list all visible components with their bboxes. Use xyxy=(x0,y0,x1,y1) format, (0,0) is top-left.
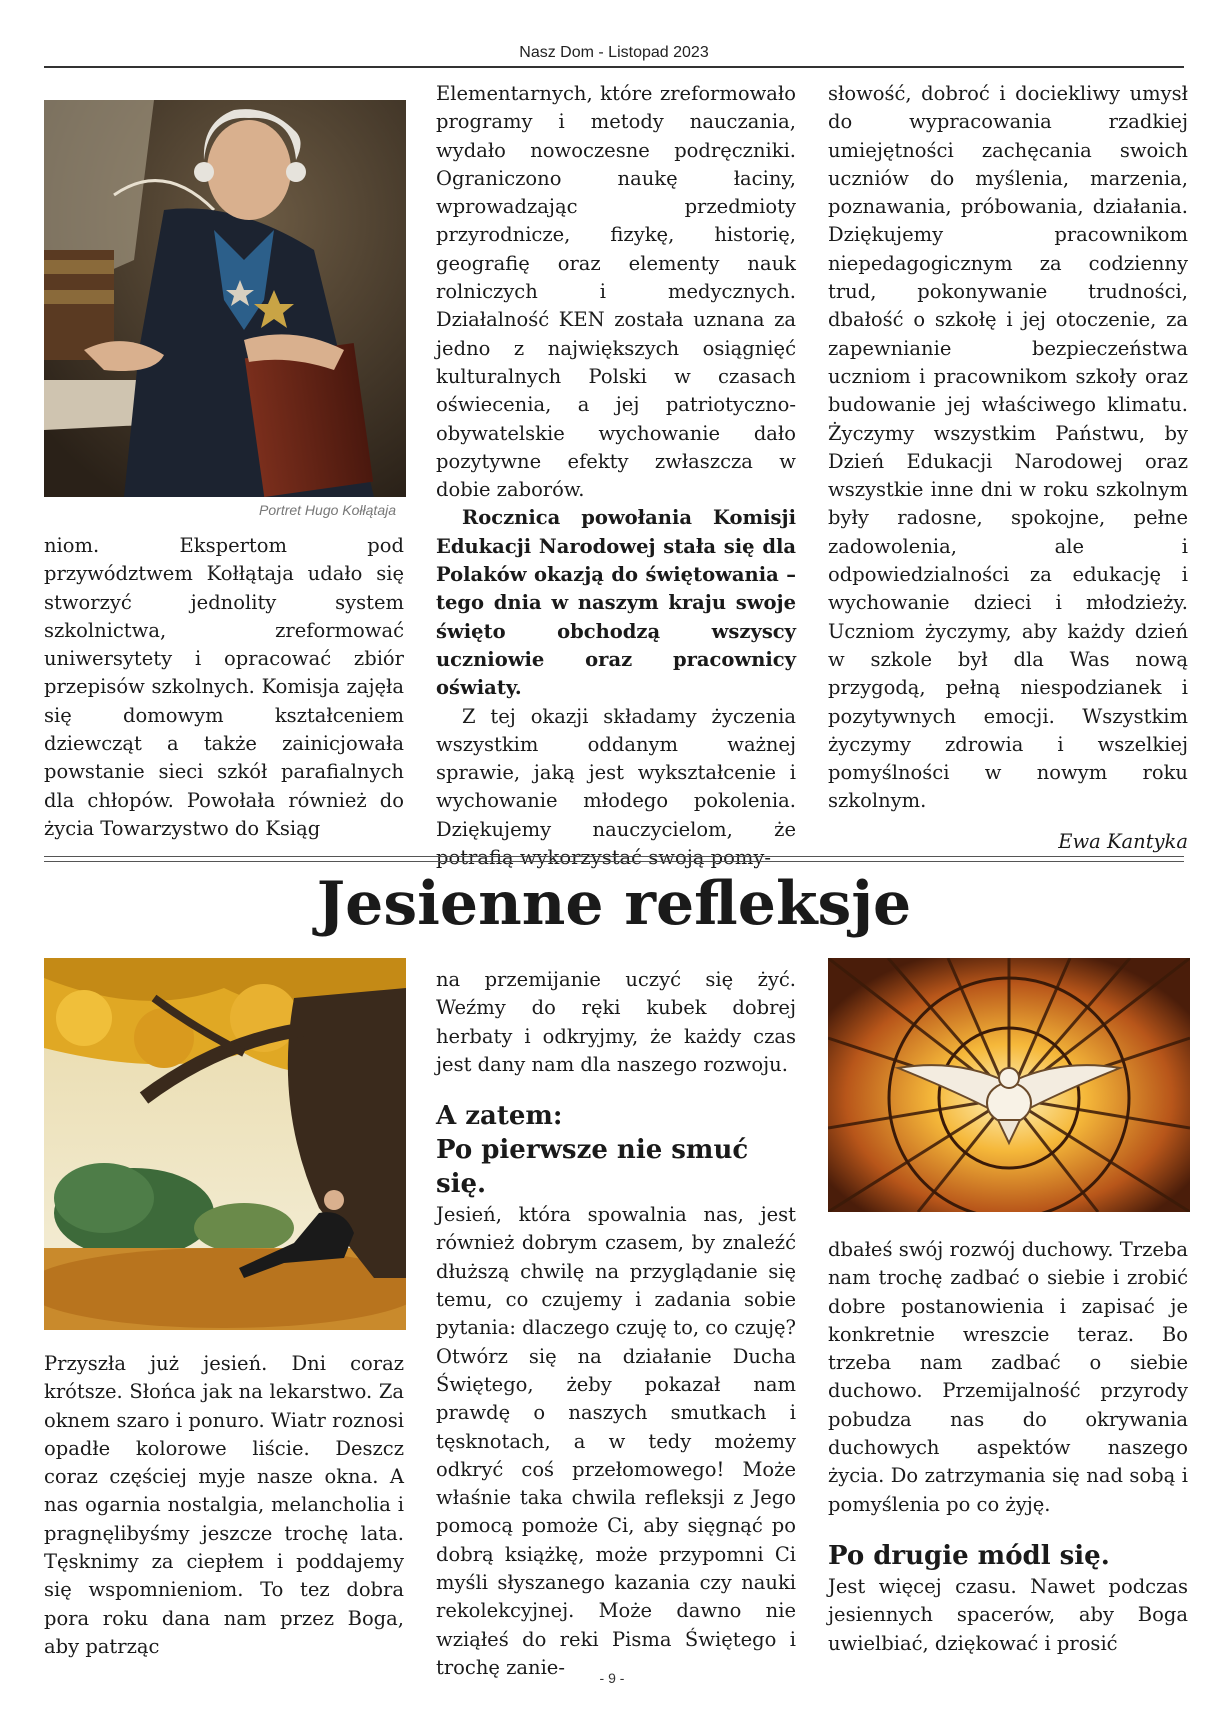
heading-po-pierwsze: Po pierwsze nie smuć się. xyxy=(436,1135,749,1200)
dove-image xyxy=(828,958,1190,1212)
stained-glass-dove-icon xyxy=(828,958,1190,1212)
author-signature: Ewa Kantyka xyxy=(1058,829,1188,853)
autumn-tree-photo-icon xyxy=(44,958,406,1330)
article-column-2 xyxy=(436,966,796,1682)
portrait-image xyxy=(44,100,406,497)
section-divider xyxy=(44,856,1184,862)
article-col1-text: Przyszła już jesień. Dni coraz krótsze. Słońca jak na lekarstwo. Za oknem szaro i ponuro. Wiatr roznosi opadłe kolorowe liście. Deszcz coraz częściej myje nasze okna. A nas ogarnia nostalgia, melancholia i pragnęlibyśmy jeszcze trochę lata. Tęsknimy za ciepłem i poddajemy się wspomnieniom. To tez dobra pora roku dana nam przez Boga, aby patrząc xyxy=(44,1352,404,1658)
article-column-1 xyxy=(44,1350,404,1661)
portrait-caption: Portret Hugo Kołłątaja xyxy=(259,502,396,518)
top-column-2 xyxy=(436,80,796,872)
article-col2-intro: na przemijanie uczyć się żyć. Weźmy do ręki kubek dobrej herbaty i odkryjmy, że każdy czas jest dany nam dla naszego rozwoju. xyxy=(436,968,796,1076)
article-title: Jesienne refleksje xyxy=(316,869,912,939)
top-column-1 xyxy=(44,532,404,843)
top-col3-text: słowość, dobroć i dociekliwy umysł do wypracowania rzadkiej umiejętności zachęcania swoich uczniów do myślenia, marzenia, poznawania, próbowania, działania. Dziękujemy pracownikom niepedagogicznym za codzienny trud, pokonywanie trudności, dbałość o szkołę i jej otoczenie, za zapewnianie bezpieczeństwa uczniom i pracownikom szkoły oraz budowanie jej właściwego klimatu. Życzymy wszystkim Państwu, by Dzień Edukacji Narodowej oraz wszystkie inne dni w roku szkolnym były radosne, spokojne, pełne zadowolenia, ale i odpowiedzialności za edukację i wychowanie dzieci i młodzieży. Uczniom życzymy, aby każdy dzień w szkole był dla Was nową przygodą, pełną niespodzianek i pozytywnych emocji. Wszystkim życzymy zdrowia i wszelkiej pomyślności w nowym roku szkolnym. xyxy=(828,82,1188,813)
top-col2-p3: Z tej okazji składamy życzenia wszystkim oddanym ważnej sprawie, jaką jest wykształcenie i wychowanie młodego pokolenia. Dziękujemy nauczycielom, że potrafią wykorzystać swoją pomy- xyxy=(436,704,796,870)
top-col2-p1: Elementarnych, które zreformowało programy i metody nauczania, wydało nowoczesne podręczniki. Ograniczono naukę łaciny, wprowadzając przedmioty przyrodnicze, fizykę, historię, geografię oraz elementy nauk rolniczych i medycznych. Działalność KEN została uznana za jedno z największych osiągnięć kulturalnych Polski w czasach oświecenia, a jej patriotyczno-obywatelskie wychowanie dało pozytywne efekty zwłaszcza w dobie zaborów. xyxy=(436,82,796,502)
page-header: Nasz Dom - Listopad 2023 xyxy=(44,42,1184,68)
article-col2-body: Jesień, która spowalnia nas, jest również dobrym czasem, by znaleźć dłuższą chwilę na przyglądanie się temu, co czujemy i zadania sobie pytania: dlaczego czuję to, co czuję? Otwórz się na działanie Ducha Świętego, żeby pokazał nam prawdę o naszych smutkach i tęsknotach, a w tedy możemy odkryć coś przełomowego! Może właśnie taka chwila refleksji z Jego pomocą pomoże Ci, aby sięgnąć po dobrą książkę, może przypomni Ci myśli słyszanego kazania czy nauki rekolekcyjnej. Może dawno nie wziąłeś do reki Pisma Świętego i trochę zanie- xyxy=(436,1203,796,1679)
autumn-image xyxy=(44,958,406,1330)
top-column-3 xyxy=(828,80,1188,856)
article-col3-body2: Jest więcej czasu. Nawet podczas jesiennych spacerów, aby Boga uwielbiać, dziękować i prosić xyxy=(828,1574,1188,1655)
heading-a-zatem: A zatem: xyxy=(436,1101,563,1132)
article-column-3 xyxy=(828,1236,1188,1658)
top-col1-text: niom. Ekspertom pod przywództwem Kołłątaja udało się stworzyć jednolity system szkolnictwa, zreformować uniwersytety i opracować zbiór przepisów szkolnych. Komisja zajęła się domowym kształceniem dziewcząt a także zainicjowała powstanie sieci szkół parafialnych dla chłopów. Powołała również do życia Towarzystwo do Ksiąg xyxy=(44,534,404,840)
article-col3-text: dbałeś swój rozwój duchowy. Trzeba nam trochę zadbać o siebie i zrobić dobre postanowienia i zapisać je konkretnie wreszcie teraz. Bo trzeba nam zadbać o siebie duchowo. Przemijalność przyrody pobudza nas do okrywania duchowych aspektów naszego życia. Do zatrzymania się nad sobą i pomyślenia po co żyję. xyxy=(828,1238,1188,1516)
portrait-painting-icon xyxy=(44,100,406,497)
heading-po-drugie: Po drugie módl się. xyxy=(828,1540,1110,1571)
top-col2-p2: Rocznica powołania Komisji Edukacji Narodowej stała się dla Polaków okazją do świętowania – tego dnia w naszym kraju swoje święto obchodzą wszyscy uczniowie oraz pracownicy oświaty. xyxy=(436,506,796,700)
page-number: - 9 - xyxy=(599,1670,625,1686)
